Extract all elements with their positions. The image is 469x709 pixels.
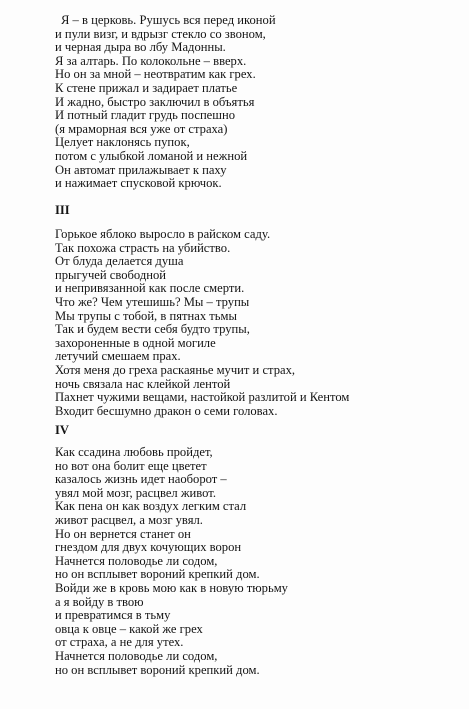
poem-line: Хотя меня до греха раскаянье мучит и страх, [55, 362, 296, 377]
poem-line: Но он вернется станет он [55, 526, 191, 541]
poem-line: От блуда делается душа [55, 254, 184, 269]
poem-line: И потный гладит грудь поспешно [55, 108, 236, 123]
poem-line: от страха, а не для утех. [55, 635, 184, 650]
poem-line: но вот она болит еще цветет [55, 458, 207, 473]
poem-line: и нажимает спусковой крючок. [55, 176, 222, 191]
poem-line: Целует наклонясь пупок, [55, 135, 190, 150]
poem-line: летучий смешаем прах. [55, 349, 181, 364]
poem-part-3-stanza [55, 228, 461, 418]
poem-line: прыгучей свободной [55, 267, 167, 282]
section-numeral-3: III [55, 203, 70, 217]
poem-line: И жадно, быстро заключил в объятья [55, 94, 255, 109]
poem-line: Я за алтарь. По колокольне – вверх. [55, 53, 247, 68]
poem-line: а я войду в твою [55, 594, 144, 609]
poem-line: увял мой мозг, расцвел живот. [55, 485, 216, 500]
poem-line: (я мраморная вся уже от страха) [55, 121, 228, 136]
poem-line: Мы трупы с тобой, в пятнах тьмы [55, 308, 237, 323]
poem-line: казалось жизнь идет наоборот – [55, 472, 227, 487]
poem-line: Как ссадина любовь пройдет, [55, 445, 213, 459]
poem-line: захороненные в одной могиле [55, 335, 216, 350]
poem-line: овца к овце – какой же грех [55, 621, 203, 636]
poem-line: Что же? Чем утешишь? Мы – трупы [55, 294, 250, 309]
poem-line: и пули визг, и вдрызг стекло со звоном, [55, 26, 266, 41]
poem-line: живот расцвел, а мозг увял. [55, 512, 203, 527]
poem-line: ночь связала нас клейкой лентой [55, 376, 231, 391]
poem-line: Входит бесшумно дракон о семи головах. [55, 403, 278, 418]
poem-line: Но он за мной – неотвратим как грех. [55, 67, 256, 82]
poem-line: и превратимся в тьму [55, 608, 171, 623]
poem-line: гнездом для двух кочующих ворон [55, 540, 242, 555]
poem-line: Я – в церковь. Рушусь вся перед иконой [61, 13, 276, 27]
section-numeral-4: IV [55, 423, 69, 437]
poem-part-4-stanza [55, 446, 461, 677]
poem-line: но он всплывет вороний крепкий дом. [55, 662, 260, 677]
poem-line: потом с улыбкой ломаной и нежной [55, 148, 248, 163]
poem-line: Войди же в кровь мою как в новую тюрьму [55, 580, 288, 595]
poem-line: Горькое яблоко выросло в райском саду. [55, 227, 271, 241]
poem-line: Начнется половодье ли содом, [55, 648, 218, 663]
poem-line: Так похожа страсть на убийство. [55, 240, 231, 255]
poem-line: Он автомат прилажывает к паху [55, 162, 227, 177]
poem-line: но он всплывет вороний крепкий дом. [55, 567, 260, 582]
poem-line: Как пена он как воздух легким стал [55, 499, 247, 514]
poem-line: Начнется половодье ли содом, [55, 553, 218, 568]
poem-line: и непривязанной как после смерти. [55, 281, 245, 296]
poem-line: Пахнет чужими вещами, настойкой разлитой и Кентом [55, 390, 350, 405]
poem-part-2-stanza [55, 14, 461, 191]
poem-line: Так и будем вести себя будто трупы, [55, 322, 250, 337]
poem-line: и черная дыра во лбу Мадонны. [55, 40, 226, 55]
poem-line: К стене прижал и задирает платье [55, 80, 238, 95]
